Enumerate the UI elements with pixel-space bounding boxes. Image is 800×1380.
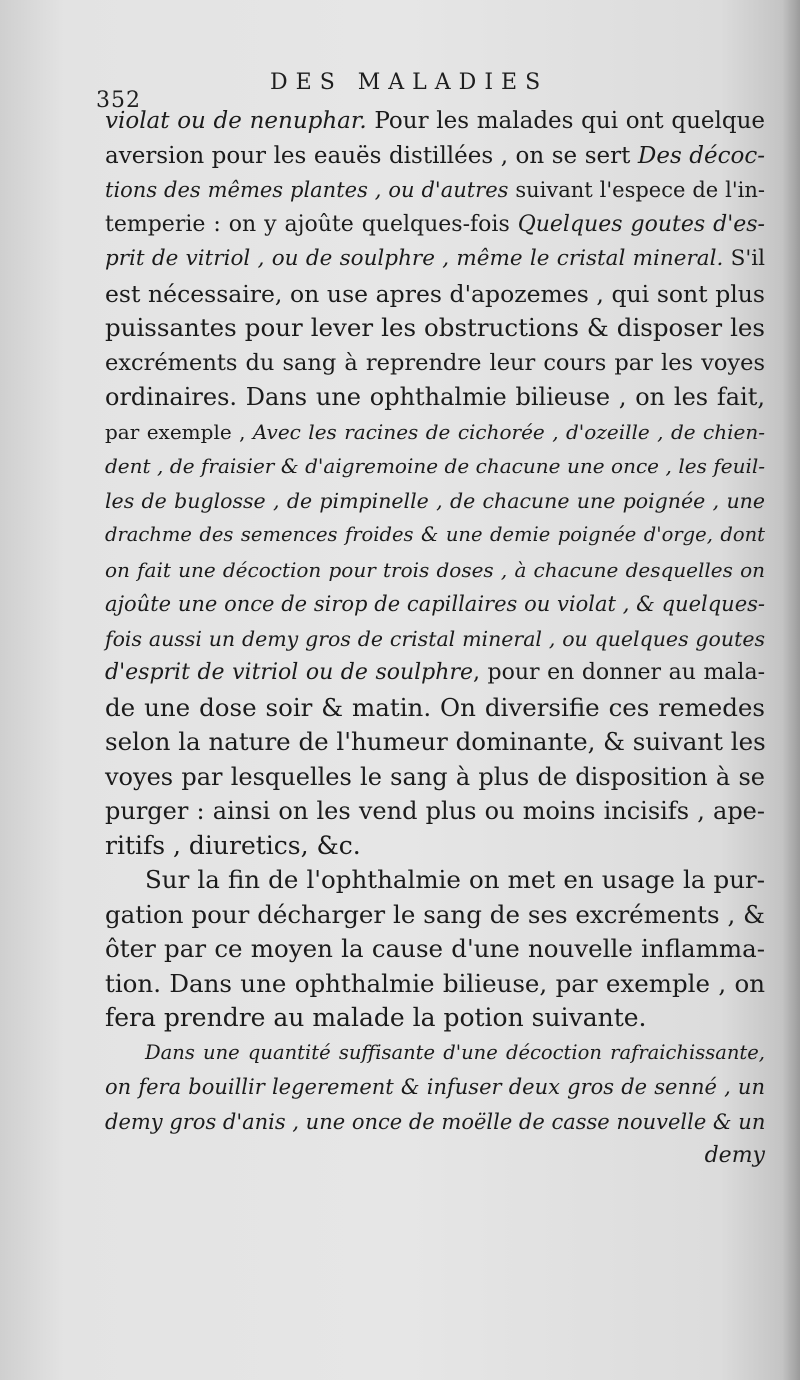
- text-line: [105, 967, 765, 1002]
- line-segment: prit de vitriol , ou de soulphre , même le cristal mineral.: [105, 246, 724, 271]
- text-line: [105, 242, 765, 277]
- page-number: 352: [96, 88, 141, 113]
- line-segment: fera prendre au malade la potion suivante.: [105, 1003, 647, 1032]
- line-segment: excréments du sang à reprendre leur cours par les voyes: [105, 349, 765, 376]
- line-segment: ajoûte une once de sirop de capillaires ou violat , & quelques-: [105, 592, 765, 616]
- text-line: [105, 829, 765, 864]
- line-segment: selon la nature de l'humeur dominante, & suivant les: [105, 727, 766, 756]
- body-text: [105, 104, 765, 1174]
- text-line: [105, 277, 765, 312]
- running-title: DES MALADIES: [270, 70, 549, 95]
- line-segment: Des décoc-: [637, 142, 765, 169]
- text-line: [105, 449, 765, 484]
- line-segment: suivant l'espece de l'in-: [508, 178, 765, 202]
- catchword: [105, 1139, 765, 1174]
- text-line: [105, 898, 765, 933]
- line-segment: ordinaires. Dans une ophthalmie bilieuse , on les fait,: [105, 383, 765, 411]
- text-line: [105, 691, 765, 726]
- line-segment: demy: [704, 1143, 765, 1168]
- text-line: [105, 794, 765, 829]
- line-segment: aversion pour les eauës distillées , on se sert: [105, 142, 638, 169]
- text-line: [105, 311, 765, 346]
- text-line: [105, 725, 765, 760]
- text-line: [105, 1105, 765, 1140]
- line-segment: S'il: [723, 246, 765, 271]
- line-segment: dent , de fraisier & d'aigremoine de chacune une once , les feuil-: [105, 454, 765, 478]
- text-line: [105, 1036, 765, 1071]
- text-line: [105, 1001, 765, 1036]
- text-line: [105, 622, 765, 657]
- text-line: [105, 484, 765, 519]
- line-segment: de une dose soir & matin. On diversifie ces remedes: [105, 692, 765, 722]
- line-segment: purger : ainsi on les vend plus ou moins incisifs , ape-: [105, 797, 765, 825]
- text-line: [105, 760, 765, 795]
- line-segment: par exemple ,: [105, 419, 253, 444]
- text-line: [105, 656, 765, 691]
- line-segment: , pour en donner au mala-: [472, 660, 766, 685]
- line-segment: d'esprit de vitriol ou de soulphre: [105, 660, 473, 685]
- text-line: [105, 104, 765, 139]
- text-line: [105, 1070, 765, 1105]
- line-segment: voyes par lesquelles le sang à plus de disposition à se: [105, 762, 765, 791]
- text-line: [105, 587, 765, 622]
- line-segment: tions des mêmes plantes , ou d'autres: [105, 178, 509, 202]
- text-line: [105, 932, 765, 967]
- line-segment: Sur la fin de l'ophthalmie on met en usage la pur-: [145, 865, 765, 894]
- line-segment: fois aussi un demy gros de cristal mineral , ou quelques goutes: [105, 626, 765, 651]
- text-line: [105, 173, 765, 208]
- line-segment: les de buglosse , de pimpinelle , de chacune une poignée , une: [105, 488, 765, 513]
- line-segment: tion. Dans une ophthalmie bilieuse, par exemple , on: [105, 968, 765, 998]
- text-line: [105, 415, 765, 450]
- line-segment: Avec les racines de cichorée , d'ozeille , de chien-: [252, 419, 765, 444]
- line-segment: temperie : on y ajoûte quelques-fois: [105, 211, 518, 237]
- line-segment: Dans une quantité suffisante d'une décoction rafraichissante,: [145, 1040, 765, 1064]
- line-segment: est nécessaire, on use apres d'apozemes , qui sont plus: [105, 279, 765, 308]
- line-segment: drachme des semences froides & une demie poignée d'orge, dont: [105, 523, 765, 546]
- text-line: [105, 208, 765, 243]
- text-line: [105, 380, 765, 415]
- line-segment: demy gros d'anis , une once de moëlle de casse nouvelle & un: [105, 1109, 766, 1134]
- line-segment: violat ou de nenuphar.: [105, 108, 367, 134]
- line-segment: gation pour décharger le sang de ses excréments , &: [105, 899, 765, 929]
- line-segment: on fera bouillir legerement & infuser deux gros de senné , un: [105, 1075, 765, 1099]
- line-segment: Quelques goutes d'es-: [517, 211, 765, 237]
- page-gutter-shadow: [782, 0, 800, 1380]
- text-line: [105, 518, 765, 553]
- line-segment: ritifs , diuretics, &c.: [105, 830, 361, 860]
- text-line: [105, 139, 765, 174]
- text-line: [105, 863, 765, 898]
- text-line: [105, 553, 765, 588]
- line-segment: on fait une décoction pour trois doses , à chacune desquelles on: [105, 557, 765, 582]
- text-line: [105, 346, 765, 381]
- line-segment: Pour les malades qui ont quelque: [366, 108, 765, 134]
- line-segment: ôter par ce moyen la cause d'une nouvelle inflamma-: [105, 934, 765, 963]
- line-segment: puissantes pour lever les obstructions & disposer les: [105, 313, 765, 342]
